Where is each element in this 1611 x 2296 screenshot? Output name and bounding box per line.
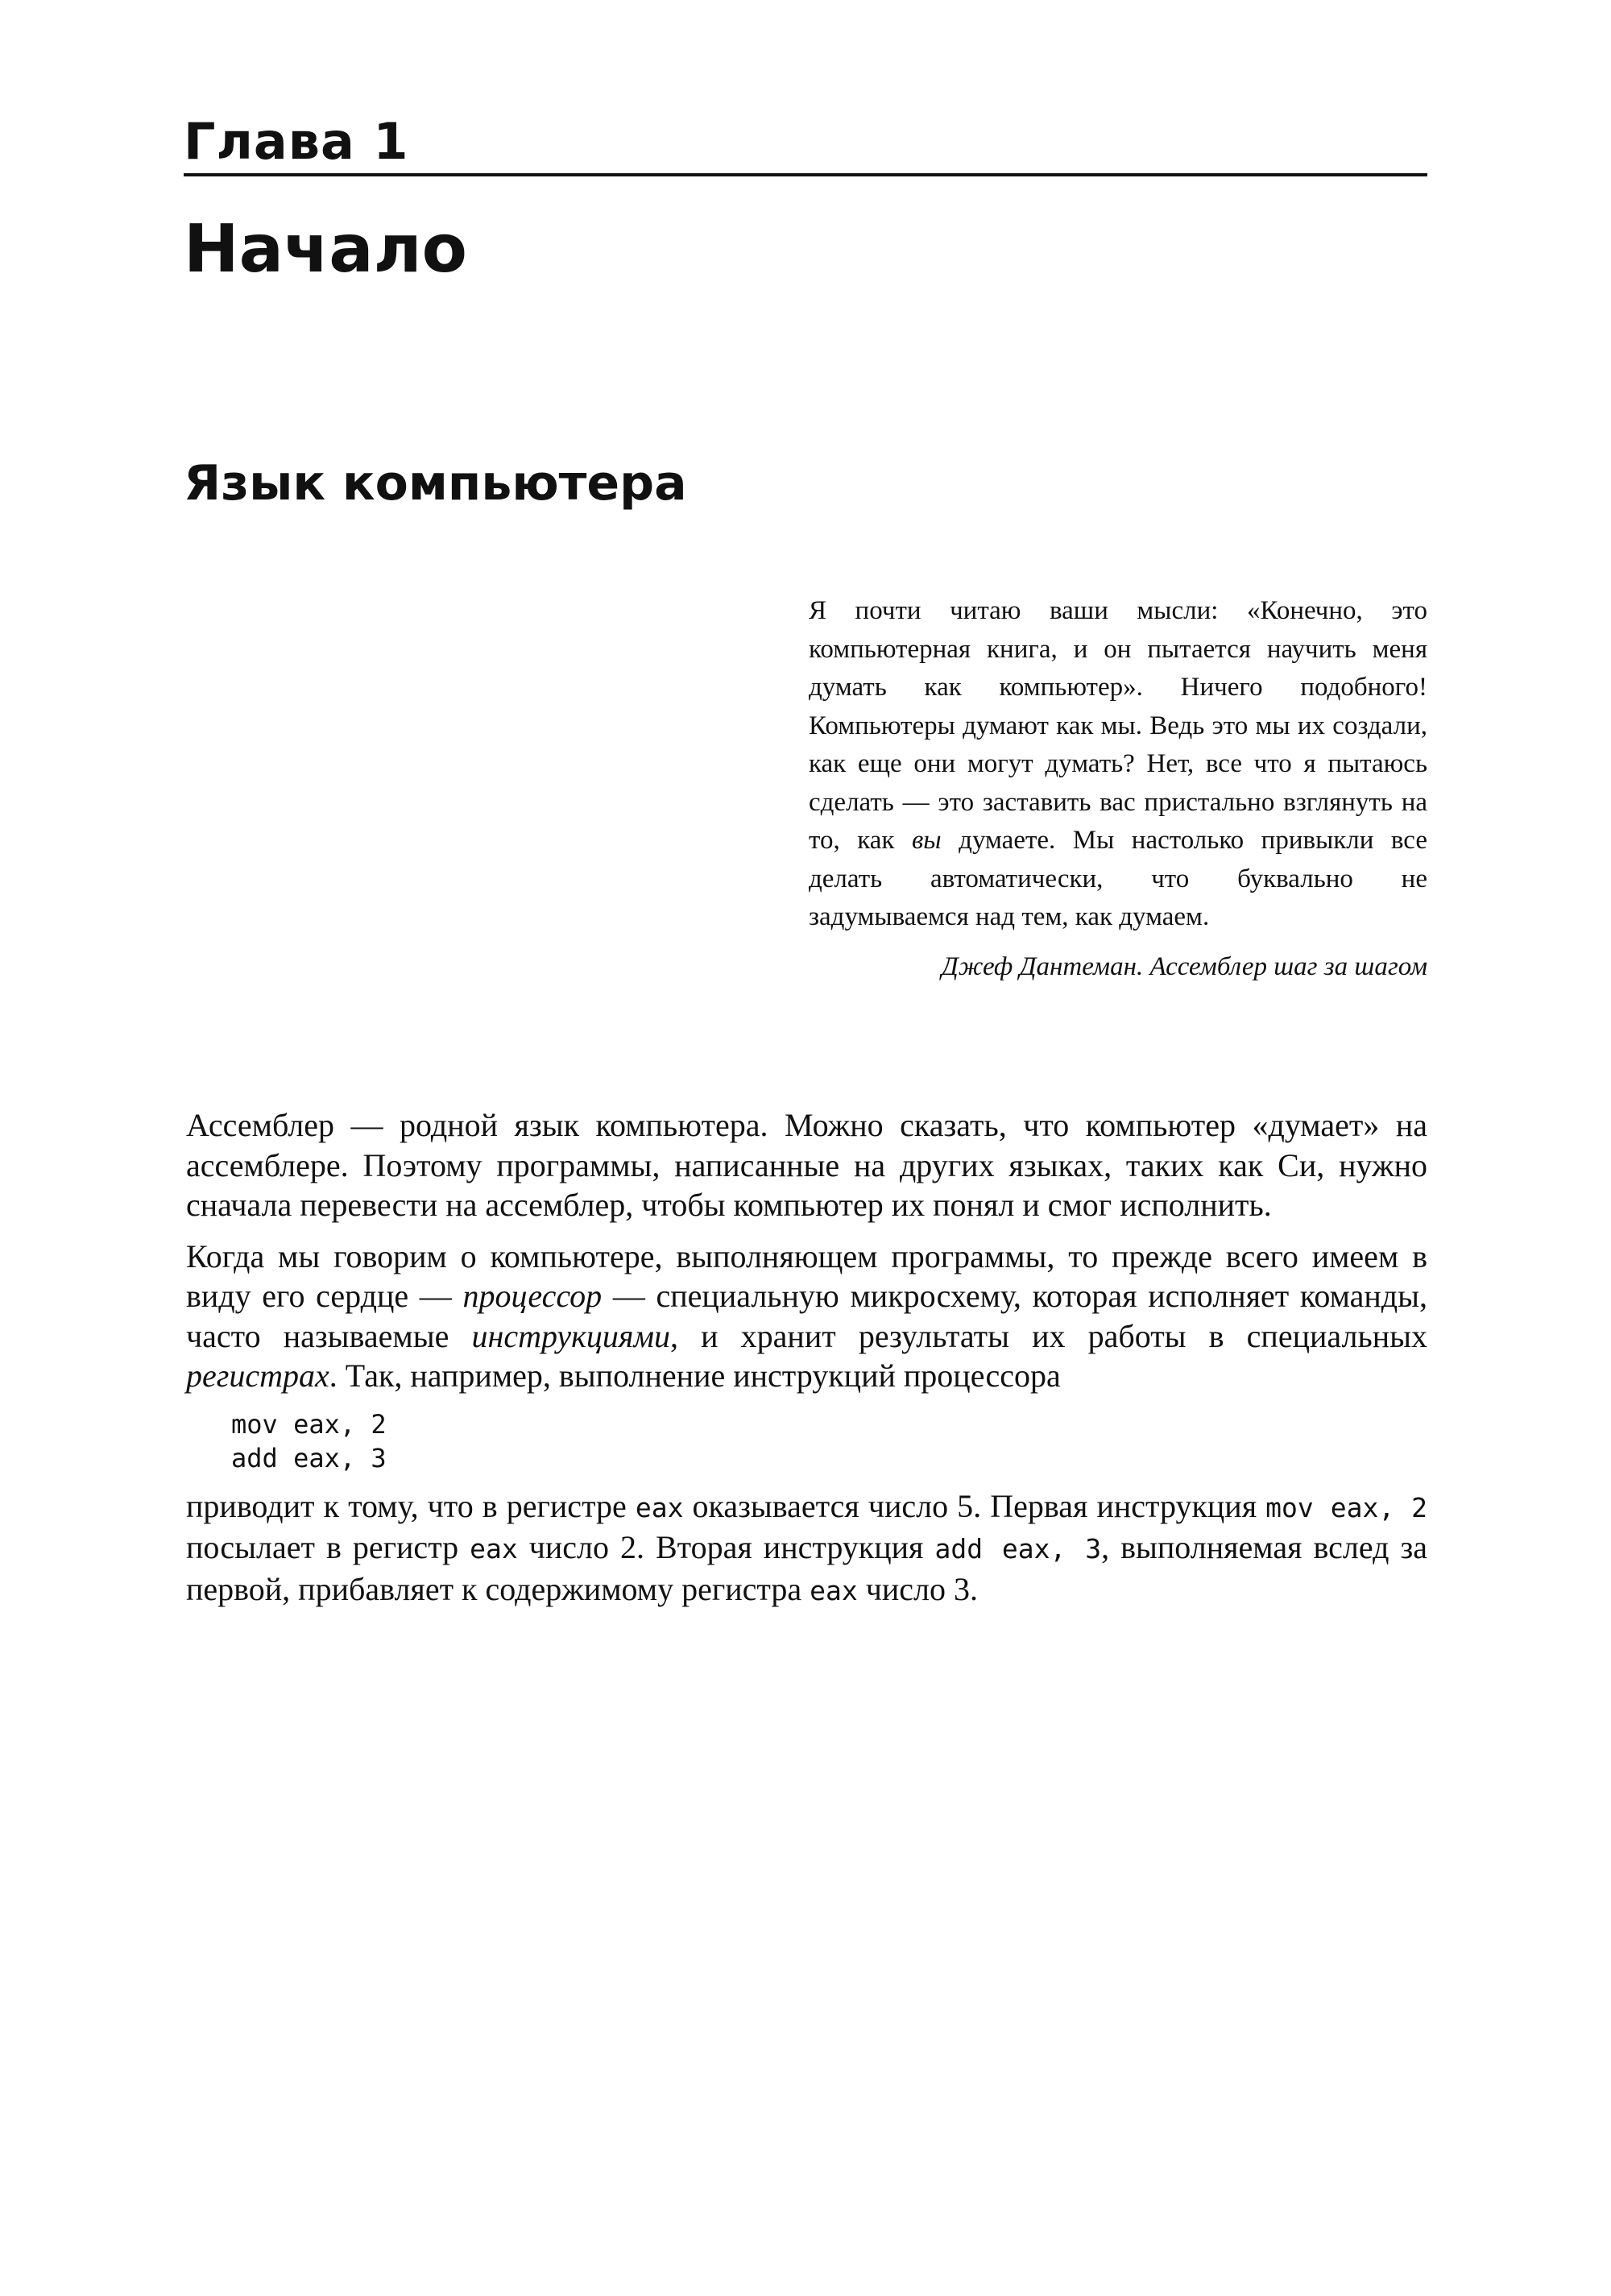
- paragraph-3-text: число 3.: [857, 1570, 978, 1607]
- code-line: add eax, 3: [231, 1442, 387, 1473]
- epigraph-attribution: Джеф Дантеман. Ассемблер шаг за шагом: [941, 951, 1427, 981]
- paragraph-3: [186, 1486, 1427, 1611]
- paragraph-3-text: , выполняемая вслед за первой, прибавляет к содержимому регистра: [186, 1529, 1427, 1607]
- term-processor: процессор: [462, 1278, 603, 1314]
- inline-code: eax: [470, 1533, 518, 1565]
- chapter-label: Глава 1: [184, 112, 409, 171]
- inline-code: mov eax, 2: [1265, 1491, 1427, 1523]
- term-instructions: инструкциями: [471, 1317, 671, 1354]
- code-line: mov eax, 2: [231, 1408, 387, 1440]
- inline-code: add eax, 3: [934, 1533, 1102, 1565]
- epigraph-emphasis: вы: [911, 826, 942, 855]
- epigraph-text-1: Я почти читаю ваши мысли: «Конечно, это компьютерная книга, и он пытается научить меня думать как компьютер». Ничего подобного! Компьютеры думают как мы. Ведь это мы их создали, как еще они могут думать? Нет, все что я пытаюсь сделать — это заставить вас пристально взглянуть на то, как: [809, 596, 1427, 855]
- paragraph-3-text: посылает в регистр: [186, 1529, 470, 1565]
- paragraph-3-text: число 2. Вторая инструкция: [517, 1529, 935, 1565]
- paragraph-2-text: , и хранит результаты их работы в специальных: [670, 1317, 1427, 1354]
- paragraph-2-text: . Так, например, выполнение инструкций процессора: [329, 1357, 1061, 1394]
- epigraph: [809, 592, 1427, 986]
- inline-code: eax: [635, 1491, 684, 1523]
- code-listing: [231, 1407, 1427, 1475]
- chapter-divider: [184, 173, 1427, 176]
- paragraph-2: [186, 1237, 1427, 1396]
- inline-code: eax: [810, 1574, 858, 1606]
- section-title: Язык компьютера: [184, 455, 687, 512]
- paragraph-2-text: Когда мы говорим о компьютере, выполняющем программы, то прежде всего имеем в виду его сердце —: [186, 1237, 1427, 1314]
- paragraph-3-text: приводит к тому, что в регистре: [186, 1487, 636, 1524]
- epigraph-quote: [809, 592, 1427, 937]
- body-text: [186, 1105, 1427, 1622]
- paragraph-2-text: — специальную микросхему, которая исполняет команды, часто называемые: [186, 1278, 1427, 1354]
- chapter-title: Начало: [184, 211, 467, 288]
- paragraph-1: Ассемблер — родной язык компьютера. Можно сказать, что компьютер «думает» на ассемблере. Поэтому программы, написанные на других языках, таких как Си, нужно сначала перевести на ассемблер, чтобы компьютер их понял и смог исполнить.: [186, 1107, 1427, 1223]
- term-registers: регистрах: [186, 1357, 329, 1394]
- paragraph-3-text: оказывается число 5. Первая инструкция: [683, 1487, 1266, 1524]
- epigraph-text-2: думаете. Мы настолько привыкли все делать автоматически, что буквально не задумываемся над тем, как думаем.: [809, 826, 1428, 931]
